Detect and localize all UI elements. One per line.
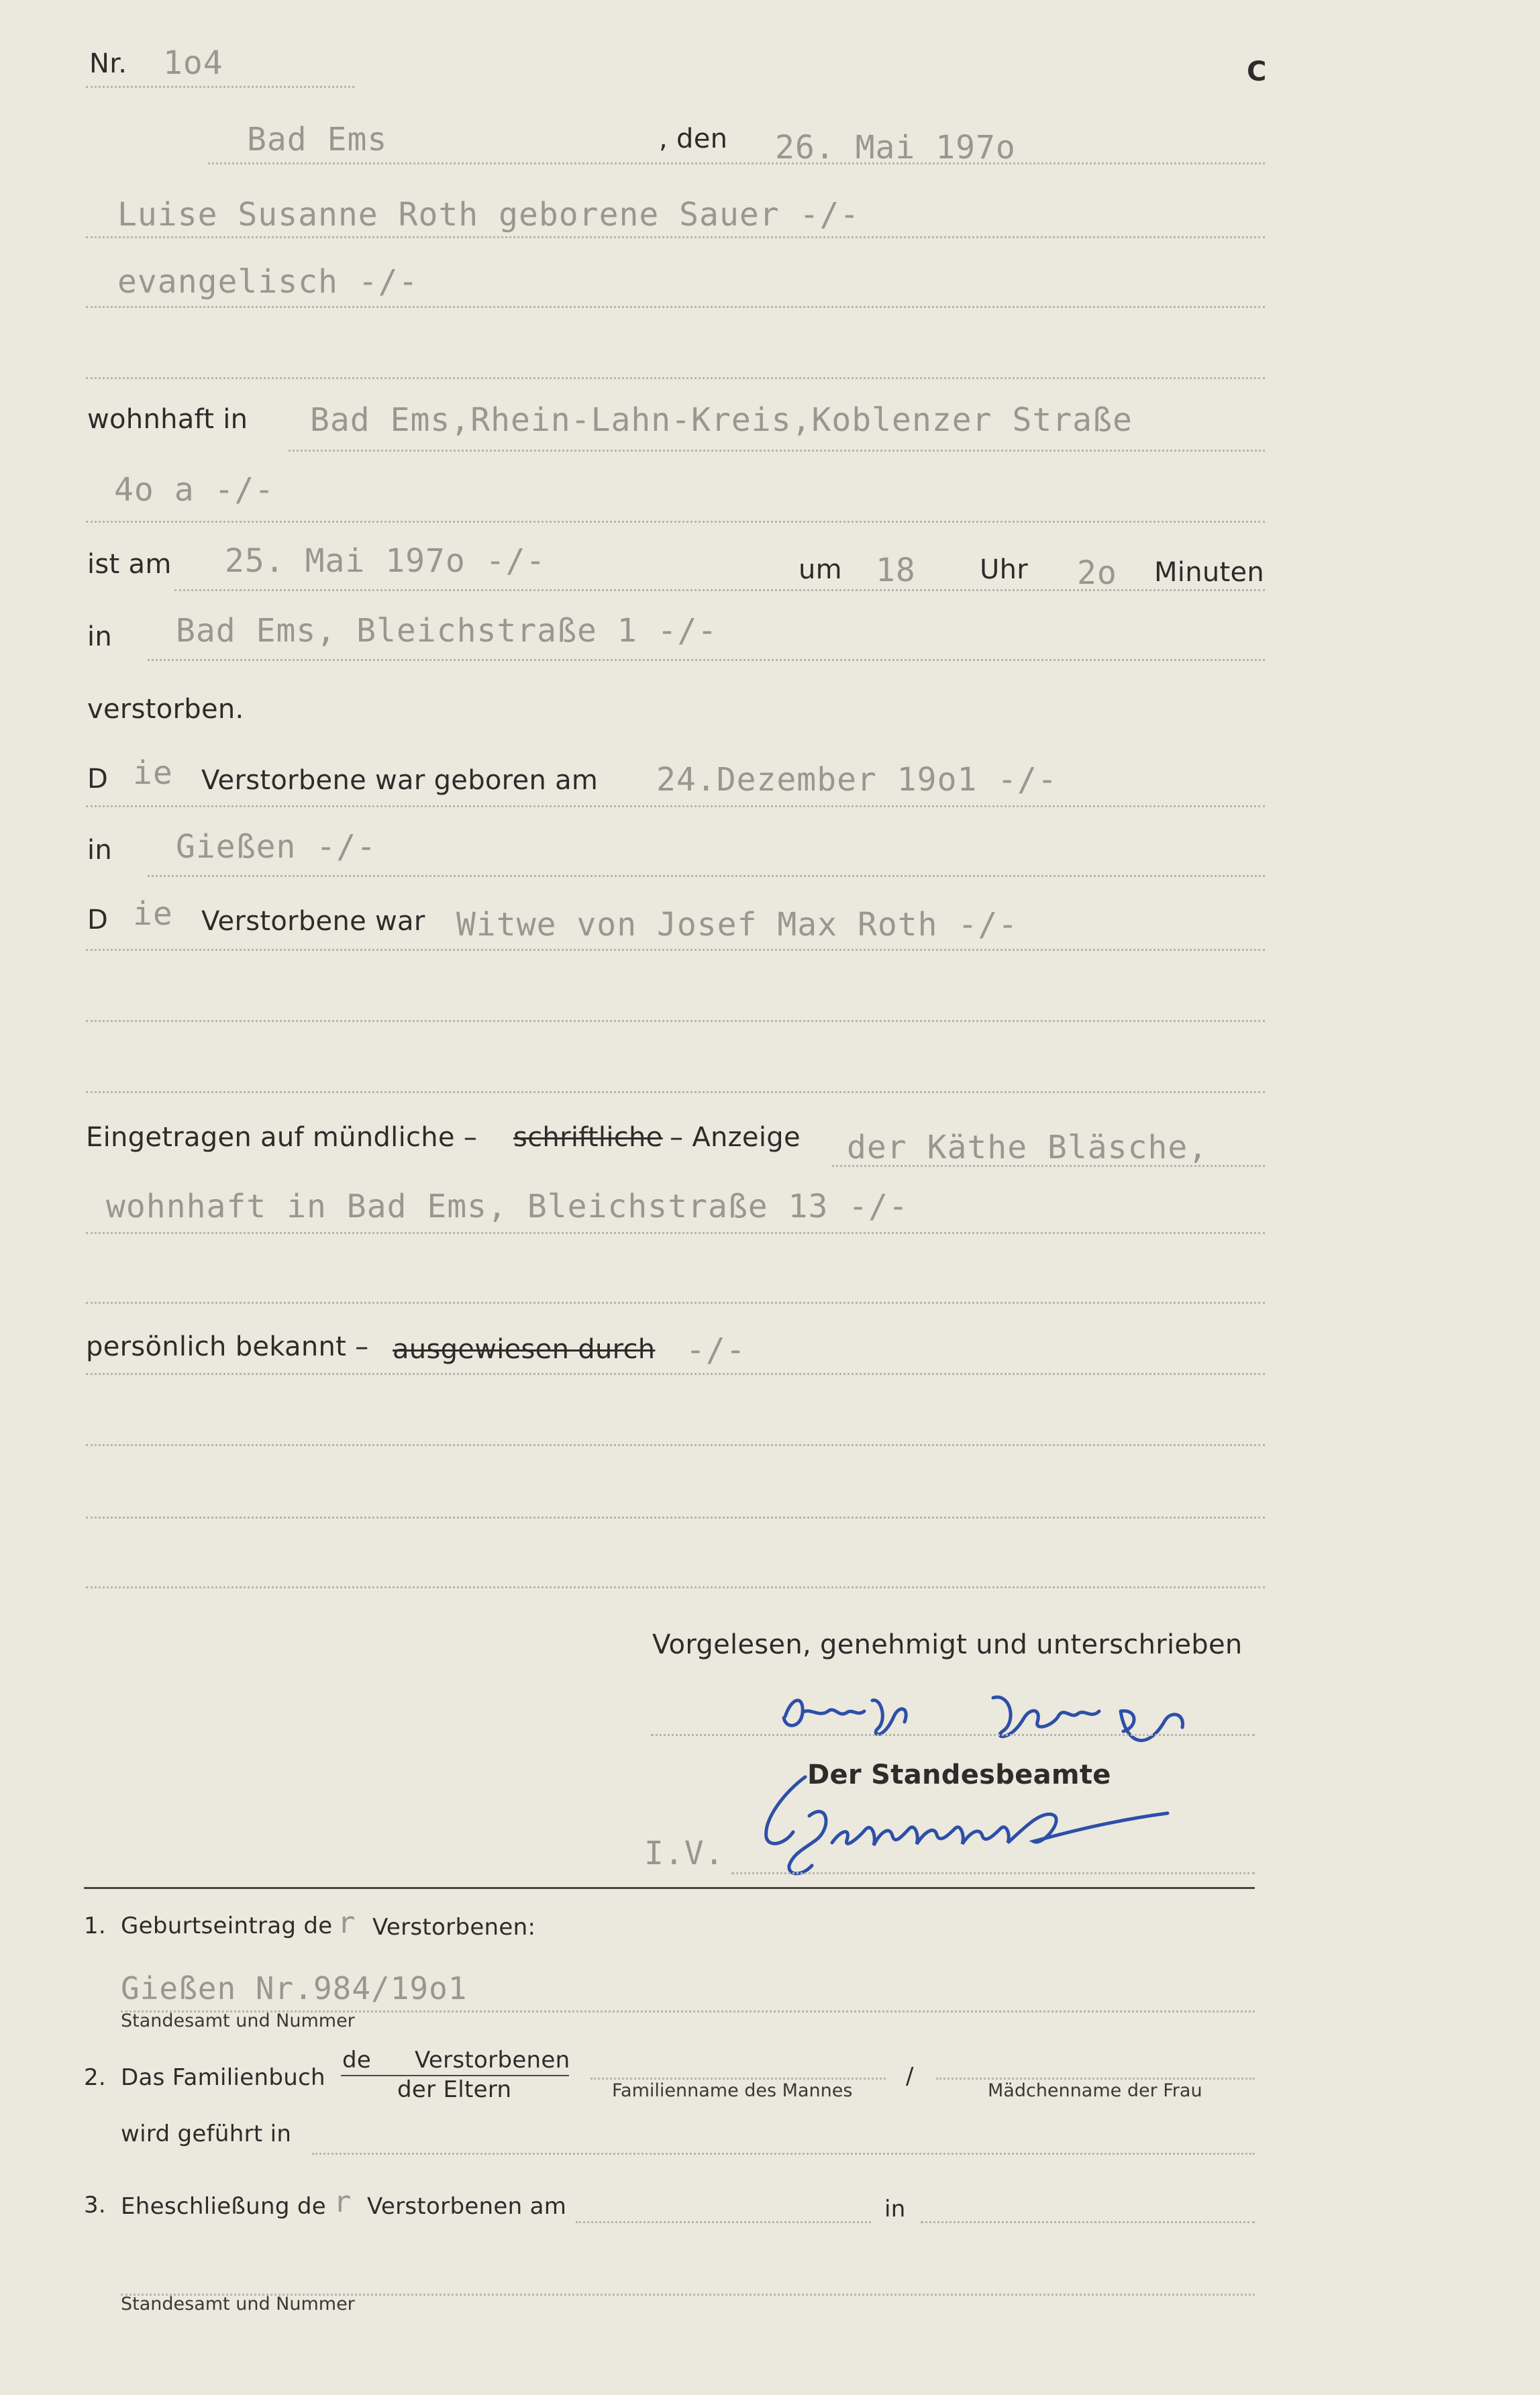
dotted-line [86, 805, 1265, 807]
note2-kept-in: wird geführt in [121, 2121, 292, 2147]
death-in-label: in [87, 621, 113, 652]
note3-number: 3. [84, 2192, 107, 2219]
ist-am-label: ist am [87, 549, 172, 580]
nr-label: Nr. [89, 48, 127, 79]
status-label: Verstorbene war [201, 906, 425, 937]
dotted-line [86, 1091, 1265, 1093]
deceased-name: Luise Susanne Roth geborene Sauer -/- [117, 196, 860, 234]
note1-label-b: Verstorbenen: [372, 1914, 536, 1941]
marital-status: Witwe von Josef Max Roth -/- [456, 906, 1019, 944]
registry-date: 26. Mai 197o [775, 129, 1016, 166]
verstorben-label: verstorben. [87, 694, 244, 725]
dotted-line [208, 162, 1265, 164]
dotted-line [86, 236, 1265, 238]
identity-label: persönlich bekannt – [86, 1331, 369, 1362]
dotted-line [174, 589, 1265, 591]
status-d-letter: D [87, 905, 109, 935]
note2-slash: / [906, 2063, 914, 2090]
birth-place: Gießen -/- [176, 828, 376, 866]
dotted-line [86, 1302, 1265, 1304]
signature-stroke [832, 1813, 1168, 1845]
birth-ie-typed: ie [133, 754, 173, 792]
dotted-line [86, 1517, 1265, 1519]
death-minutes: 2o [1077, 554, 1117, 592]
note3-caption: Standesamt und Nummer [121, 2294, 355, 2314]
note3-label-b: Verstorbenen am [367, 2193, 567, 2220]
nr-value: 1o4 [163, 44, 223, 82]
dotted-line [86, 1232, 1265, 1234]
note3-label-a: Eheschließung de [121, 2193, 326, 2220]
closing-statement: Vorgelesen, genehmigt und unterschrieben [652, 1629, 1243, 1660]
birth-in-label: in [87, 835, 113, 866]
dotted-line [731, 1872, 1255, 1874]
dotted-line [86, 377, 1265, 379]
dotted-line [86, 1586, 1265, 1588]
section-separator [84, 1887, 1255, 1889]
dotted-line [86, 949, 1265, 951]
note2-label: Das Familienbuch [121, 2064, 325, 2091]
dotted-line [921, 2221, 1255, 2223]
dotted-line [148, 875, 1265, 877]
minuten-label: Minuten [1154, 557, 1265, 588]
dotted-line [86, 1020, 1265, 1022]
dotted-line [936, 2078, 1255, 2080]
dotted-line [591, 2078, 886, 2080]
dotted-line [651, 1734, 1255, 1736]
signature-stroke [766, 1777, 826, 1874]
reporter-name: der Käthe Bläsche, [847, 1129, 1209, 1166]
birth-date: 24.Dezember 19o1 -/- [656, 761, 1058, 799]
note2-verstorbenen: Verstorbenen [415, 2047, 570, 2074]
dotted-line [86, 1373, 1265, 1375]
den-label: , den [659, 123, 728, 154]
birth-label: Verstorbene war geboren am [201, 765, 599, 796]
signature-stroke [784, 1700, 906, 1735]
residence-label: wohnhaft in [87, 404, 248, 435]
report-label-struck: schriftliche [513, 1122, 663, 1153]
uhr-label: Uhr [980, 554, 1028, 585]
note2-husband-caption: Familienname des Mannes [612, 2080, 853, 2101]
birth-register-entry: Gießen Nr.984/19o1 [121, 1970, 468, 2006]
dotted-line [86, 521, 1265, 523]
dotted-line [312, 2153, 1255, 2155]
um-label: um [799, 554, 842, 585]
dotted-line [576, 2221, 871, 2223]
death-place: Bad Ems, Bleichstraße 1 -/- [176, 612, 718, 650]
birth-d-letter: D [87, 764, 109, 795]
note2-eltern: der Eltern [397, 2076, 512, 2103]
iv-label: I.V. [644, 1835, 725, 1872]
registry-place: Bad Ems [247, 121, 388, 158]
note1-number: 1. [84, 1913, 107, 1939]
corner-letter: C [1247, 56, 1267, 87]
reporter-address: wohnhaft in Bad Ems, Bleichstraße 13 -/- [106, 1188, 909, 1225]
dotted-line [148, 659, 1265, 661]
note2-de: de [342, 2047, 372, 2074]
note2-number: 2. [84, 2064, 107, 2091]
official-signature [758, 1765, 1194, 1886]
residence-line2: 4o a -/- [114, 471, 275, 509]
dotted-line [86, 86, 354, 88]
death-date: 25. Mai 197o -/- [225, 542, 546, 580]
official-title: Der Standesbeamte [807, 1760, 1111, 1790]
death-hour: 18 [876, 552, 916, 589]
dotted-line [832, 1165, 1265, 1167]
deceased-religion: evangelisch -/- [117, 263, 419, 301]
note1-caption: Standesamt und Nummer [121, 2010, 355, 2031]
dotted-line [86, 1444, 1265, 1446]
report-label-part1: Eingetragen auf mündliche – [86, 1122, 478, 1153]
reporter-signature [772, 1678, 1215, 1765]
residence-line1: Bad Ems,Rhein-Lahn-Kreis,Koblenzer Straße [310, 401, 1133, 439]
note2-wife-caption: Mädchenname der Frau [988, 2080, 1202, 2101]
dotted-line [289, 450, 1265, 452]
note1-typed: r [338, 1906, 356, 1940]
note1-label-a: Geburtseintrag de [121, 1913, 333, 1939]
identity-struck: ausgewiesen durch [393, 1334, 656, 1365]
status-ie-typed: ie [133, 895, 173, 933]
identity-value: -/- [686, 1331, 746, 1369]
note3-typed: r [333, 2185, 352, 2219]
note3-in: in [884, 2196, 906, 2223]
report-label-part2: – Anzeige [670, 1122, 801, 1153]
dotted-line [86, 306, 1265, 308]
